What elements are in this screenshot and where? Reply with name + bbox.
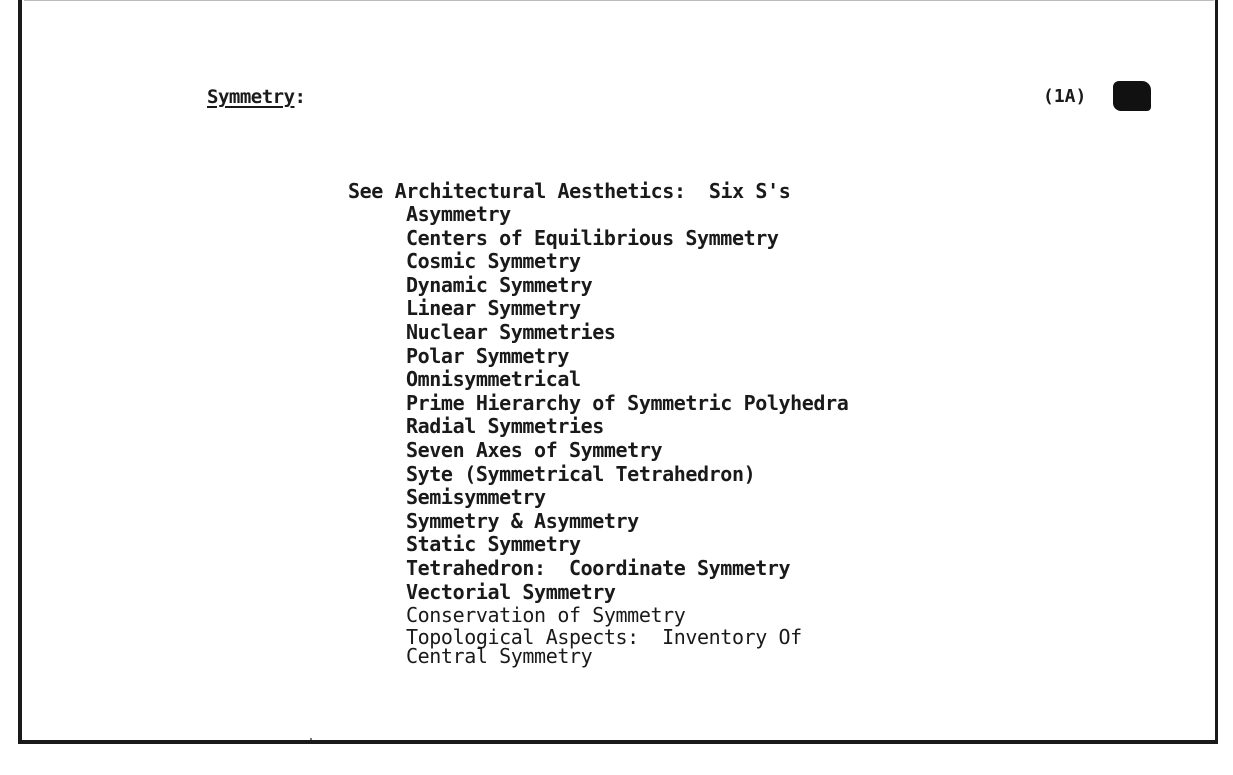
list-item: Omnisymmetrical [406, 367, 581, 392]
see-reference-line: See Architectural Aesthetics: Six S's [348, 179, 791, 203]
list-item: Polar Symmetry [406, 343, 569, 368]
list-item: Asymmetry [406, 202, 511, 226]
list-item: Radial Symmetries [406, 414, 604, 439]
list-item: Nuclear Symmetries [406, 319, 616, 344]
list-item: Prime Hierarchy of Symmetric Polyhedra [406, 390, 849, 415]
list-item: Vectorial Symmetry [406, 579, 616, 604]
list-item: Syte (Symmetrical Tetrahedron) [406, 461, 756, 486]
card-id-label: (1A) [1043, 86, 1087, 107]
list-item: Centers of Equilibrious Symmetry [406, 225, 779, 250]
list-item: Seven Axes of Symmetry [406, 437, 663, 462]
list-item: Conservation of Symmetry [406, 603, 686, 628]
list-item: Tetrahedron: Coordinate Symmetry [406, 555, 791, 580]
list-item: Semisymmetry [406, 485, 546, 510]
black-tab-mark [1113, 81, 1151, 111]
cross-reference-list [406, 203, 848, 666]
list-item: Topological Aspects: Inventory Of [406, 624, 802, 649]
list-item: Static Symmetry [406, 532, 581, 557]
scan-speck [310, 738, 312, 740]
list-item: Dynamic Symmetry [406, 272, 593, 297]
heading-title: Symmetry [207, 86, 295, 108]
heading-colon: : [294, 86, 306, 108]
list-item: Linear Symmetry [406, 296, 581, 321]
list-item: Cosmic Symmetry [406, 249, 581, 274]
list-item: Central Symmetry [406, 643, 593, 668]
card-heading [207, 86, 305, 108]
list-item: Symmetry & Asymmetry [406, 508, 639, 533]
